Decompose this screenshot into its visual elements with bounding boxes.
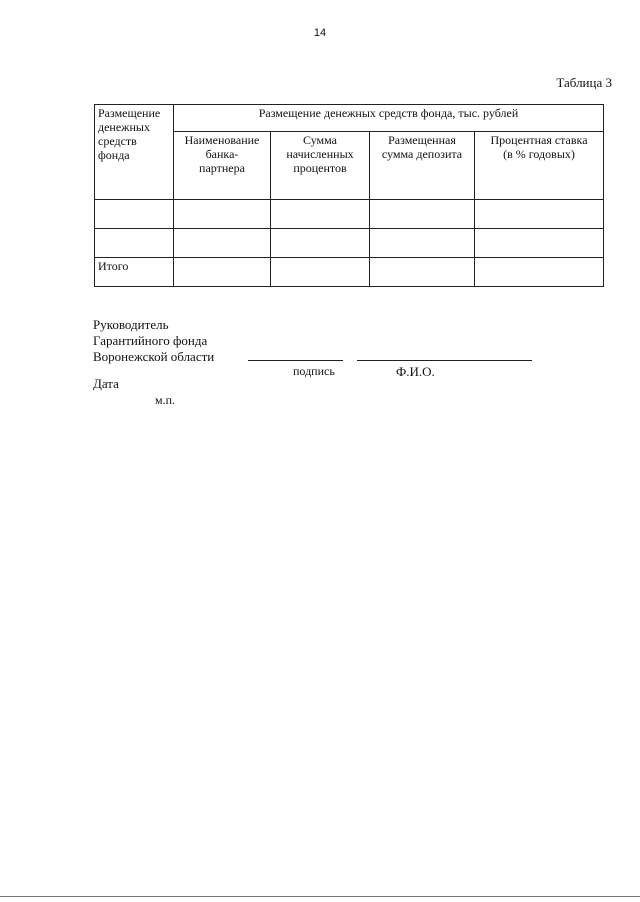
signature-line-text: Гарантийного фонда xyxy=(93,333,208,348)
table-cell xyxy=(271,258,370,287)
fund-placement-table xyxy=(94,104,604,287)
header-line: Сумма xyxy=(303,133,337,147)
table-row xyxy=(95,200,604,229)
table-cell xyxy=(271,229,370,258)
header-line: Размещенная xyxy=(388,133,456,147)
table-cell xyxy=(174,258,271,287)
table-cell xyxy=(95,229,174,258)
podpis-caption: подпись xyxy=(293,364,335,378)
table-cell xyxy=(475,229,604,258)
header-line: Наименование xyxy=(184,133,260,147)
table-cell xyxy=(475,200,604,229)
table-cell xyxy=(174,229,271,258)
table-cell xyxy=(95,200,174,229)
deposit-amount-header xyxy=(370,132,475,200)
header-line: Процентная ставка xyxy=(490,133,588,147)
table-cell xyxy=(370,229,475,258)
bank-name-header xyxy=(174,132,271,200)
table-caption: Таблица 3 xyxy=(556,75,612,90)
fio-underline xyxy=(357,360,532,361)
page-number: 14 xyxy=(313,27,327,39)
page-bottom-edge xyxy=(0,896,640,897)
header-line: процентов xyxy=(293,161,347,175)
group-header-cell: Размещение денежных средств фонда, тыс. рублей xyxy=(174,105,604,132)
header-line: банка- xyxy=(205,147,239,161)
placement-header-line: денежных xyxy=(98,120,150,134)
total-label-cell: Итого xyxy=(95,258,174,287)
table-cell xyxy=(370,258,475,287)
table-cell xyxy=(475,258,604,287)
accrued-interest-header xyxy=(271,132,370,200)
placement-header-line: средств xyxy=(98,134,137,148)
header-line: начисленных xyxy=(286,147,354,161)
header-line: сумма депозита xyxy=(381,147,463,161)
total-row xyxy=(95,258,604,287)
table-cell xyxy=(174,200,271,229)
table-cell xyxy=(370,200,475,229)
header-line: партнера xyxy=(199,161,245,175)
placement-header-line: Размещение xyxy=(98,106,161,120)
signature-underline xyxy=(248,360,343,361)
interest-rate-header xyxy=(475,132,604,200)
header-line: (в % годовых) xyxy=(503,147,575,161)
signature-block xyxy=(93,317,214,365)
signature-line-text: Воронежской области xyxy=(93,349,215,364)
stamp-label: м.п. xyxy=(155,393,176,407)
table-cell xyxy=(271,200,370,229)
date-label: Дата xyxy=(93,376,119,391)
placement-header-cell xyxy=(95,105,174,200)
fio-caption: Ф.И.О. xyxy=(396,364,435,379)
signature-line-text: Руководитель xyxy=(93,317,169,332)
placement-header-line: фонда xyxy=(98,148,130,162)
table-row xyxy=(95,229,604,258)
